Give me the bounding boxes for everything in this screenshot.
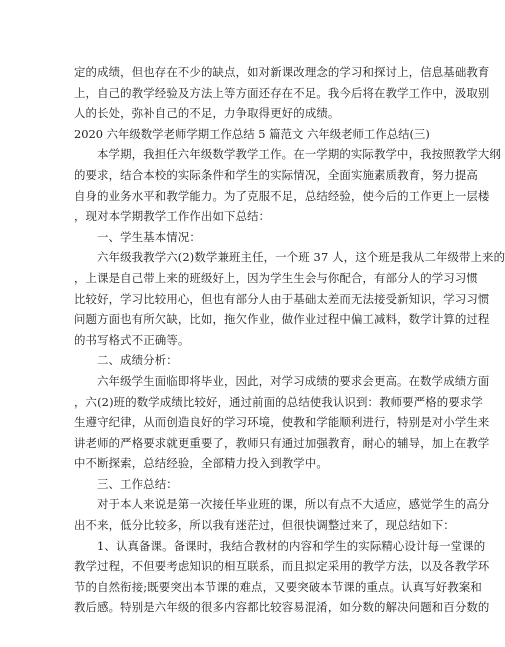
- section-3-item-1: [74, 536, 490, 618]
- section-heading-1: 一、学生基本情况：: [97, 229, 201, 244]
- text-line: ，上课是自己带上来的班级好上，因为学生生会与你配合，有部分人的学习习惯: [74, 270, 478, 285]
- text-line: 六年级我教学六(2)数学兼班主任，一个班 37 人，这个班是我从二年级带上来的: [97, 250, 505, 265]
- text-line: 生遵守纪律，从而创造良好的学习环境，使教和学能顺利进行，特别是对小学生来: [74, 415, 490, 430]
- document-title: 2020 六年级数学老师学期工作总结 5 篇范文 六年级老师工作总结(三): [74, 126, 430, 141]
- section-3-intro: [74, 494, 490, 535]
- text-line: 节的自然衔接;既要突出本节课的难点，又要突破本节课的重点。认真写好教案和: [74, 579, 482, 594]
- paragraph-top: [74, 62, 490, 124]
- text-line: 问题方面也有所欠缺，比如，拖欠作业，做作业过程中偏工减料，数学计算的过程: [74, 312, 490, 327]
- text-line: 人的长处，弥补自己的不足，力争取得更好的成绩。: [74, 106, 340, 121]
- text-line: 定的成绩，但也存在不少的缺点，如对新课改理念的学习和探讨上，信息基础教育: [74, 65, 490, 79]
- text-line: 六年级学生面临即将毕业，因此，对学习成绩的要求会更高。在数学成绩方面: [97, 373, 490, 388]
- section-heading-3: 三、工作总结：: [97, 476, 178, 491]
- section-2-paragraph: [74, 371, 490, 474]
- text-line: 对于本人来说是第一次接任毕业班的课，所以有点不大适应，感觉学生的高分: [97, 497, 490, 512]
- intro-paragraph: [74, 144, 501, 226]
- text-line: 教学过程，不但要考虑知识的相互联系，而且拟定采用的教学方法，以及各教学环: [74, 559, 490, 574]
- text-line: 的书写格式不正确等。: [74, 332, 190, 347]
- text-line: ，六(2)班的数学成绩比较好，通过前面的总结使我认识到：教师要严格的要求学: [74, 394, 483, 409]
- text-line: 比较好，学习比较用心，但也有部分人由于基础太差而无法接受新知识，学习习惯: [74, 291, 490, 306]
- text-line: 自身的业务水平和教学能力。为了克服不足，总结经验，使今后的工作更上一层楼: [74, 188, 490, 203]
- section-heading-2: 二、成绩分析：: [97, 353, 178, 368]
- text-line: ，现对本学期教学工作作出如下总结：: [74, 209, 271, 224]
- text-line: 1、认真备课。备课时，我结合教材的内容和学生的实际精心设计每一堂课的: [97, 538, 486, 553]
- section-1-paragraph: [74, 247, 505, 350]
- text-line: 本学期，我担任六年级数学教学工作。在一学期的实际教学中，我按照教学大纲: [97, 147, 501, 162]
- text-line: 中不断探索，总结经验，全部精力投入到教学中。: [74, 456, 328, 471]
- text-line: 出不来，低分比较多，所以我有迷茫过，但很快调整过来了，现总结如下：: [74, 518, 455, 533]
- text-line: 上，自己的教学经验及方法上等方面还存在不足。我今后将在教学工作中，汲取别: [74, 85, 490, 100]
- document-page: [74, 62, 505, 618]
- text-line: 讲老师的严格要求就更重要了，教师只有通过加强教育，耐心的辅导，加上在教学: [74, 435, 490, 450]
- text-line: 的要求，结合本校的实际条件和学生的实际情况，全面实施素质教育，努力提高: [74, 167, 478, 182]
- text-line: 教后感。特别是六年级的很多内容都比较容易混淆，如分数的解决问题和百分数的: [74, 600, 490, 615]
